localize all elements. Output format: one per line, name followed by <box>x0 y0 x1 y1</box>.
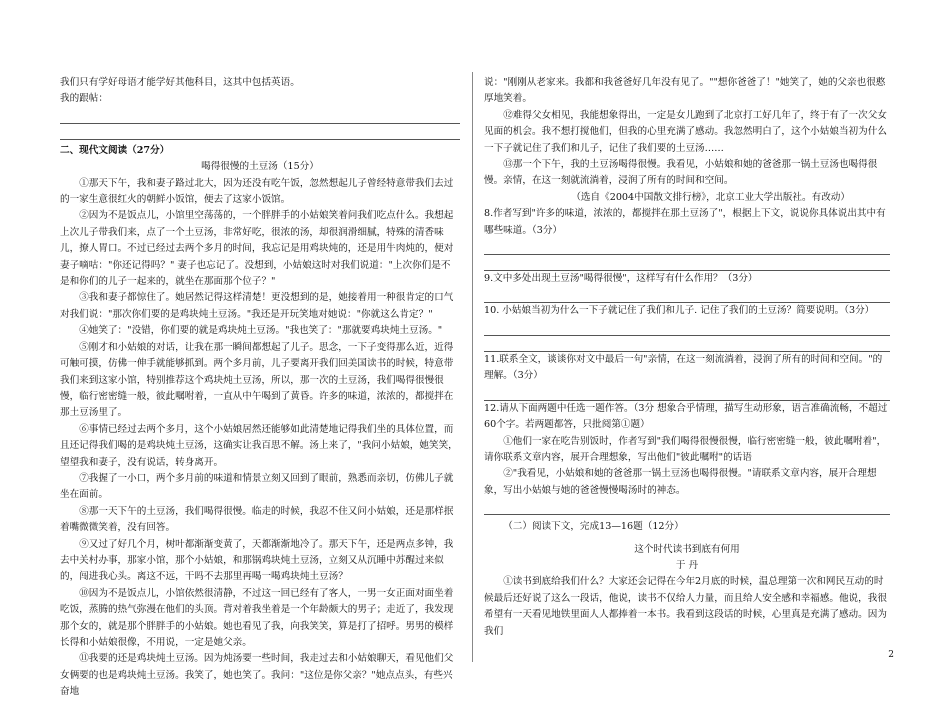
paragraph: ③我和妻子都惊住了。她居然记得这样清楚！更没想到的是，她接着用一种很肯定的口气对我们说："那次你们要的是鸡块炖土豆汤。"我还是开玩笑地对她说："你就这么肯定？" <box>60 292 454 320</box>
question-12: 12.请从下面两题中任选一题作答。（3分 想象合乎情理，描写生动形象，语言准确流畅，不超过60个字。若两题都答，只批阅第①题） <box>484 402 888 431</box>
paragraph: ⑦我握了一小口，两个多月前的味道和情景立刻又回到了眼前，熟悉而亲切，仿佛儿子就坐在面前。 <box>60 472 454 501</box>
answer-line <box>484 320 890 336</box>
article-title: 这个时代读书到底有何用 <box>634 543 740 555</box>
answer-line <box>484 239 890 255</box>
paragraph: ⑩因为不是饭点儿，小馆依然很清静，不过这一回已经有了客人，一男一女正面对面坐着吃饭，蒸腾的热气弥漫在他们的头顶。背对着我坐着是一个年龄颇大的男子；走近了，我发现那个女的，就是那个胖胖手的小姑娘。她也看见了我，向我笑笑，算是打了招呼。男男的模样长得和小姑娘很像，不用说，一定是她父亲。 <box>60 587 454 648</box>
paragraph: ⑪我要的还是鸡块炖土豆汤。因为炖汤要一些时间，我走过去和小姑娘聊天，看见他们父女俩要的也是鸡块炖土豆汤。我笑了，她也笑了。我问："这位是你父亲？"她点点头，有些兴奋地 <box>60 653 454 698</box>
reply-label: 我的跟帖： <box>60 93 108 105</box>
paragraph: ①那天下午，我和妻子路过北大，因为还没有吃午饭，忽然想起儿子曾经特意带我们去过的一家生意很红火的朝鲜小饭馆，便去了这家小饭馆。 <box>60 177 454 206</box>
answer-line <box>60 108 460 124</box>
story-title: 喝得很慢的土豆汤（15分） <box>201 161 319 173</box>
answer-line <box>484 287 890 303</box>
question-12-option-2: ②"我看见，小姑娘和她的爸爸那一锅土豆汤也喝得很慢。"请联系文章内容，展开合理想象，写出小姑娘与她的爸爸慢慢喝汤时的神态。 <box>484 468 877 496</box>
source-citation: （选自《2004中国散文排行榜》，北京工业大学出版社。有改动） <box>571 191 850 203</box>
column-divider <box>472 72 473 662</box>
page-number: 2 <box>888 650 894 660</box>
question-8: 8.作者写到"许多的味道，浓浓的，都搅拌在那土豆汤了"，根据上下文，说说你具体说出其中有哪些味道。（3分） <box>484 208 886 236</box>
paragraph: ⑧那一天下午的土豆汤，我们喝得很慢。临走的时候，我忍不住又问小姑娘，还是那样抿着嘴微微笑着，没有回答。 <box>60 505 454 534</box>
paragraph: ⑨又过了好几个月，树叶都渐渐变黄了，天都渐渐地冷了。那天下午，还是两点多钟，我去中关村办事，那家小馆，那个小姑娘，和那锅鸡块炖土豆汤，立刻又从沉睡中苏醒过来似的，闯进我心头。离这不远，干吗不去那里再喝一喝鸡块炖土豆汤？ <box>60 538 454 583</box>
question-9: 9.文中多处出现土豆汤"喝得很慢"，这样写有什么作用？（3分） <box>484 273 758 285</box>
answer-line <box>484 255 890 271</box>
paragraph: 说："刚刚从老家来。我都和我爸爸好几年没有见了。""想你爸爸了！"她笑了，她的父亲也很憨厚地笑着。 <box>484 77 886 105</box>
answer-line <box>60 124 460 140</box>
answer-line <box>484 336 890 352</box>
paragraph: ⑬那一个下午，我的土豆汤喝得很慢。我看见，小姑娘和她的爸爸那一锅土豆汤也喝得很慢。亲情，在这一刻就流淌着，浸润了所有的时间和空间。 <box>484 159 878 187</box>
left-column <box>60 75 460 701</box>
answer-line <box>484 385 890 401</box>
part-two-heading: （二）阅读下文，完成13—16题（12分） <box>503 521 684 533</box>
paragraph: ⑥事情已经过去两个多月，这个小姑娘居然还能够如此清楚地记得我们坐的具体位置，而且还记得我们喝的是鸡块炖土豆汤，这确实让我百思不解。汤上来了，"我问小姑娘，她笑笑，望望我和妻子，没有说话，转身离开。 <box>60 423 458 468</box>
paragraph: ⑤刚才和小姑娘的对话，让我在那一瞬间都想起了儿子。思念，一下子变得那么近，近得可触可摸，仿佛一伸手就能够抓到。两个多月前，儿子要离开我们回美国读书的时候，特意带我们来到这家小馆，特别推荐这个鸡块炖土豆汤，所以，那一次的土豆汤，我们喝得很慢很慢，临行密密缝一般，彼此嘱咐着，一直从中午喝到了黄昏。许多的味道，浓浓的，都搅拌在那土豆汤里了。 <box>60 341 454 419</box>
paragraph: ④她笑了："没错，你们要的就是鸡块炖土豆汤。"我也笑了："那就要鸡块炖土豆汤。" <box>79 325 443 337</box>
right-column <box>484 75 890 640</box>
question-12-option-1: ①他们一家在吃告别饭时，作者写到"我们喝得很慢很慢，临行密密缝一般，彼此嘱咐着"，请你联系文章内容，展开合理想象，写出他们"彼此嘱咐"的话语 <box>484 435 887 463</box>
paragraph: ②因为不是饭点儿，小馆里空荡荡的，一个胖胖手的小姑娘笑着问我们吃点什么。我想起上次儿子带我们来，点了一个土豆汤，非常好吃，很浓的汤，却很润滑细腻，特殊的清香味儿，撩人胃口。不过已经过去两个多月的时间，我忘记是用鸡块炖的，还是用牛肉炖的，便对妻子嘀咕："你还记得吗？" 妻子也忘记了。没想到，小姑娘这时对我们说道："上次你们是不是和你们的儿子一起来的，就坐在那面那个位子？" <box>60 210 454 288</box>
article-author: 于 丹 <box>675 559 699 571</box>
paragraph: ①读书到底给我们什么？大家还会记得在今年2月底的时候，温总理第一次和网民互动的时候最后还好说了这么一段话，他说，读书不仅给人力量，而且给人安全感和幸福感。他说，我很希望有一天看见地铁里面人人都捧着一本书。我看到这段话的时候，心里真是充满了感动。因为我们 <box>484 576 887 637</box>
question-10: 10. 小姑娘当初为什么一下子就记住了我们和儿子. 记住了我们的土豆汤？简要说明。（3分） <box>484 305 875 317</box>
paragraph: ⑫难得父女相见，我能想象得出，一定是女儿跑到了北京打工好几年了，终于有了一次父女见面的机会。我不想打搅他们，但我的心里充满了感动。我忽然明白了，这个小姑娘当初为什么一下子就记住了我们和儿子，记住了我们要的土豆汤…… <box>484 109 887 154</box>
question-11: 11.联系全文，谈谈你对文中最后一句"亲情，在这一刻流淌着，浸润了所有的时间和空间。"的理解。（3分） <box>484 353 883 382</box>
answer-line <box>484 499 890 515</box>
text-line: 我们只有学好母语才能学好其他科目，这其中包括英语。 <box>60 77 300 88</box>
section-title: 二、现代文阅读（27分） <box>60 144 170 156</box>
